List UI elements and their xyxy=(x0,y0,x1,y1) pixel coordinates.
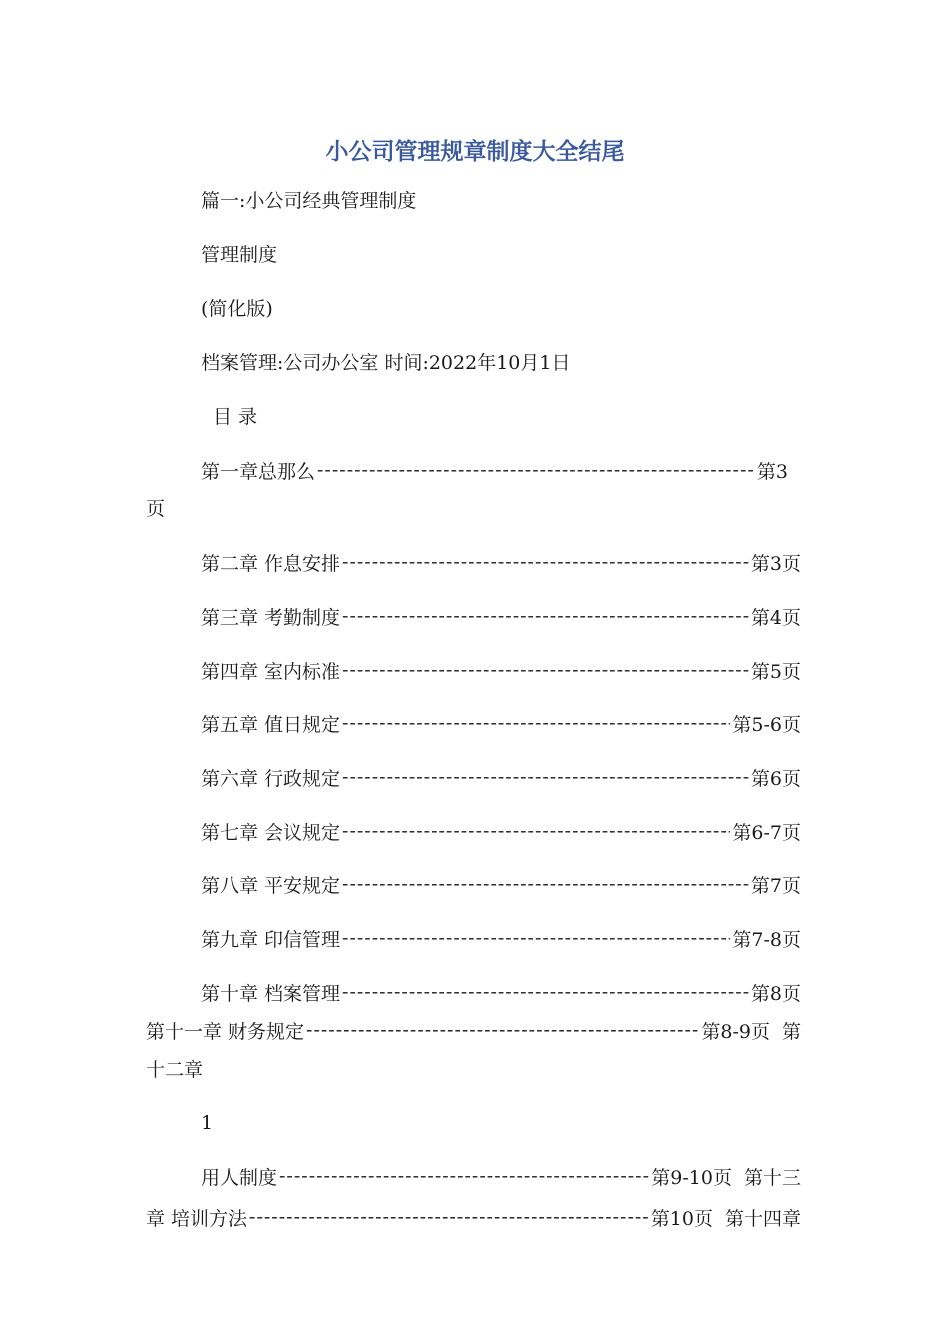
toc-leader xyxy=(306,1019,699,1041)
toc-entry-ch13 xyxy=(146,1204,801,1230)
toc-entry-ch11-wrap: 十二章 xyxy=(146,1059,204,1081)
toc-page: 第4页 xyxy=(750,606,801,629)
toc-leader xyxy=(342,659,749,681)
toc-heading: 目 录 xyxy=(213,406,258,428)
toc-leader xyxy=(342,551,749,573)
toc-leader xyxy=(342,927,730,949)
paragraph-management-system: 管理制度 xyxy=(201,244,278,266)
toc-entry-ch11 xyxy=(146,1017,801,1043)
toc-title: 第四章 室内标准 xyxy=(201,660,341,683)
toc-title: 第十一章 财务规定 xyxy=(146,1020,305,1043)
paragraph-archive-info: 档案管理:公司办公室 时间:2022年10月1日 xyxy=(201,352,571,374)
toc-page: 第8-9页 xyxy=(701,1020,770,1043)
toc-tail: 第十三 xyxy=(743,1166,801,1189)
toc-entry-ch1-wrap: 页 xyxy=(146,498,166,520)
toc-leader xyxy=(342,820,730,842)
toc-title: 第八章 平安规定 xyxy=(201,874,341,897)
toc-page: 第3页 xyxy=(750,552,801,575)
toc-title: 第五章 值日规定 xyxy=(201,713,341,736)
toc-page: 第3 xyxy=(756,460,788,483)
toc-page: 第6-7页 xyxy=(732,821,801,844)
toc-entry-ch9 xyxy=(201,925,801,951)
toc-entry-ch10 xyxy=(201,979,801,1005)
toc-entry-ch6 xyxy=(201,764,801,790)
toc-entry-ch7 xyxy=(201,818,801,844)
toc-entry-ch5 xyxy=(201,710,801,736)
toc-page: 第5页 xyxy=(750,660,801,683)
toc-page: 第5-6页 xyxy=(732,713,801,736)
toc-leader xyxy=(317,459,755,481)
page-number: 1 xyxy=(201,1112,214,1134)
toc-entry-ch3 xyxy=(201,603,801,629)
toc-title: 第六章 行政规定 xyxy=(201,767,341,790)
toc-leader xyxy=(342,873,749,895)
toc-leader xyxy=(279,1165,649,1187)
toc-entry-ch8 xyxy=(201,871,801,897)
toc-page: 第7页 xyxy=(750,874,801,897)
toc-title: 第一章总那么 xyxy=(201,460,316,483)
toc-tail: 第十四章 xyxy=(724,1207,801,1230)
toc-page: 第7-8页 xyxy=(732,928,801,951)
toc-title: 第十章 档案管理 xyxy=(201,982,341,1005)
toc-entry-ch2 xyxy=(201,549,801,575)
page-title: 小公司管理规章制度大全结尾 xyxy=(325,139,625,165)
toc-title: 第九章 印信管理 xyxy=(201,928,341,951)
toc-title: 第三章 考勤制度 xyxy=(201,606,341,629)
toc-title: 章 培训方法 xyxy=(146,1207,248,1230)
toc-entry-ch4 xyxy=(201,657,801,683)
toc-page: 第8页 xyxy=(750,982,801,1005)
paragraph-part-one: 篇一:小公司经典管理制度 xyxy=(201,190,417,212)
toc-entry-ch12 xyxy=(201,1163,801,1189)
toc-title: 用人制度 xyxy=(201,1166,278,1189)
paragraph-simplified: (简化版) xyxy=(201,298,273,320)
toc-leader xyxy=(342,605,749,627)
toc-page: 第6页 xyxy=(750,767,801,790)
toc-tail: 第 xyxy=(781,1020,801,1043)
toc-leader xyxy=(342,981,749,1003)
toc-page: 第9-10页 xyxy=(651,1166,732,1189)
toc-entry-ch1 xyxy=(201,457,788,483)
toc-title: 第二章 作息安排 xyxy=(201,552,341,575)
toc-leader xyxy=(249,1206,649,1228)
toc-leader xyxy=(342,766,749,788)
toc-leader xyxy=(342,712,730,734)
toc-page: 第10页 xyxy=(650,1207,713,1230)
toc-title: 第七章 会议规定 xyxy=(201,821,341,844)
